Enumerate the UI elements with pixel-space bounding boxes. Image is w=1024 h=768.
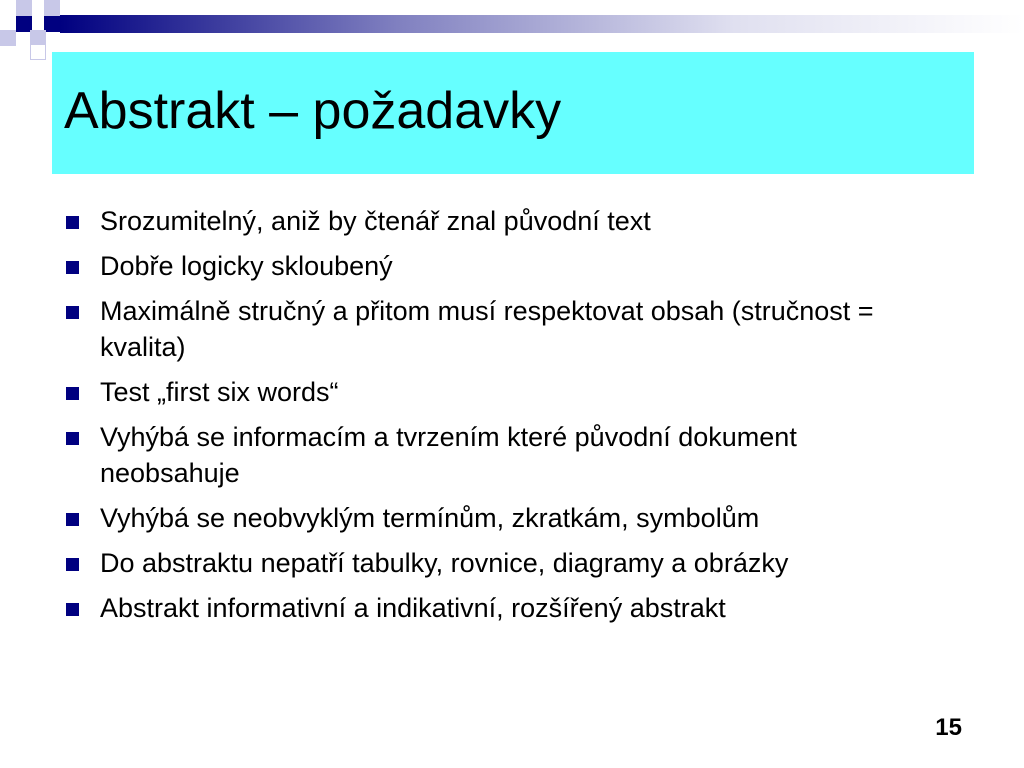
square-bullet-icon [66,306,79,319]
decor-gradient-bar [60,15,1024,33]
list-item-text: Do abstraktu nepatří tabulky, rovnice, diagramy a obrázky [100,548,789,578]
decor-square [0,0,16,16]
list-item [64,419,880,491]
square-bullet-icon [66,603,79,616]
decor-square [44,0,60,16]
list-item-text: Srozumitelný, aniž by čtenář znal původní text [100,206,651,236]
page-title: Abstrakt – požadavky [64,82,562,140]
square-bullet-icon [66,558,79,571]
list-item [64,293,930,365]
decor-square [44,16,60,32]
square-bullet-icon [66,432,79,445]
list-item [64,500,984,536]
square-bullet-icon [66,387,79,400]
bullet-list [64,203,984,635]
decor-square [0,30,16,46]
page-number: 15 [935,714,962,741]
list-item [64,248,984,284]
list-item-text: Abstrakt informativní a indikativní, rozšířený abstrakt [100,593,726,623]
list-item [64,203,984,239]
title-box [52,52,974,174]
square-bullet-icon [66,261,79,274]
decor-square [30,44,46,60]
decor-square [16,0,32,16]
list-item [64,590,984,626]
list-item-text: Vyhýbá se neobvyklým termínům, zkratkám, symbolům [100,503,760,533]
list-item-text: Dobře logicky skloubený [100,251,393,281]
square-bullet-icon [66,513,79,526]
square-bullet-icon [66,216,79,229]
list-item-text: Vyhýbá se informacím a tvrzením které původní dokument neobsahuje [100,422,797,488]
list-item-text: Maximálně stručný a přitom musí respektovat obsah (stručnost = kvalita) [100,296,874,362]
list-item [64,545,860,581]
list-item [64,374,984,410]
list-item-text: Test „first six words“ [100,377,339,407]
